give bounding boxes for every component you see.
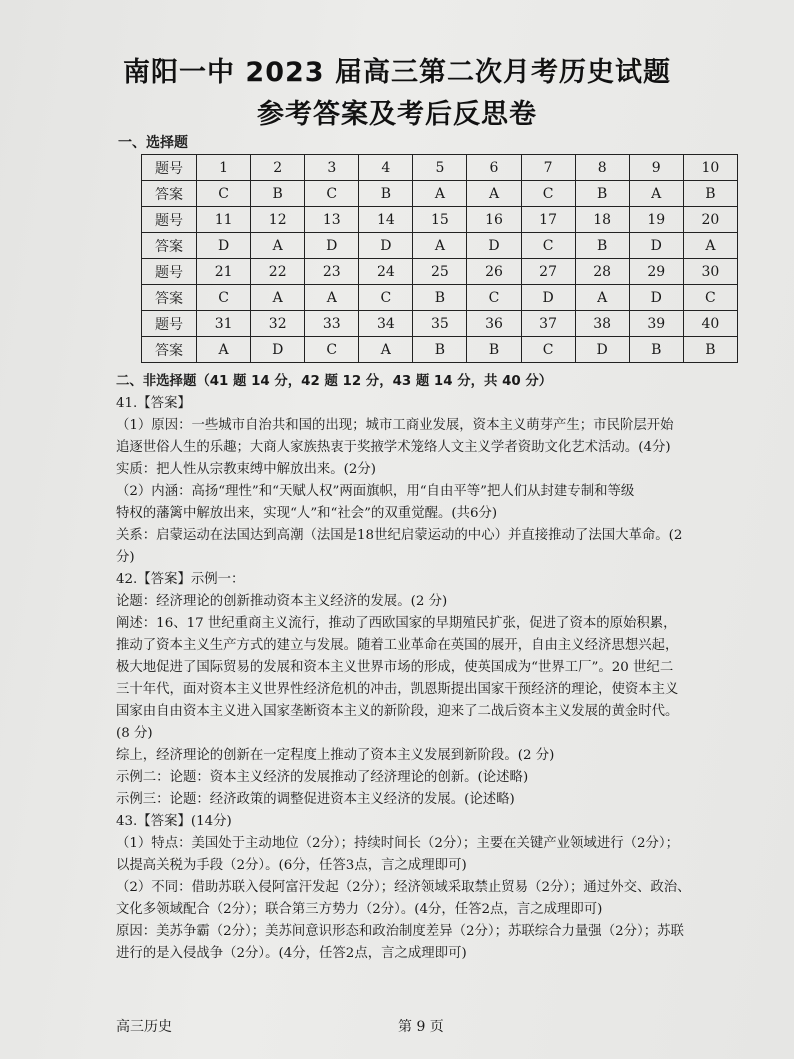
text-line: 41.【答案】 (116, 396, 191, 411)
text-line: （1）原因：一些城市自治共和国的出现；城市工商业发展，资本主义萌芽产生；市民阶层开始 (116, 418, 674, 433)
answer-cell: A (197, 337, 251, 363)
question-number-cell: 24 (359, 259, 413, 285)
answer-cell: B (683, 181, 737, 207)
question-number-row (142, 207, 738, 233)
answer-cell: A (629, 181, 683, 207)
answer-cell: D (251, 337, 305, 363)
text-line: 实质：把人性从宗教束缚中解放出来。(2分) (116, 462, 376, 477)
answer-cell: B (467, 337, 521, 363)
question-number-cell: 17 (521, 207, 575, 233)
answer-cell: C (359, 285, 413, 311)
answer-cell: B (413, 337, 467, 363)
question-number-cell: 15 (413, 207, 467, 233)
question-number-cell: 33 (305, 311, 359, 337)
text-line: 文化多领域配合（2分）；联合第三方势力（2分）。(4分，任答2点，言之成理即可) (116, 902, 603, 917)
question-number-cell: 11 (197, 207, 251, 233)
footer-page-number: 第 9 页 (398, 1019, 444, 1035)
answer-cell: A (413, 233, 467, 259)
question-number-cell: 19 (629, 207, 683, 233)
answer-cell: A (683, 233, 737, 259)
text-line: （2）不同：借助苏联入侵阿富汗发起（2分）；经济领域采取禁止贸易（2分）；通过外交、政治、 (116, 880, 691, 895)
question-number-cell: 21 (197, 259, 251, 285)
answer-label-cell: 答案 (142, 233, 197, 259)
answer-cell: A (251, 233, 305, 259)
question-number-cell: 5 (413, 155, 467, 181)
text-line: 极大地促进了国际贸易的发展和资本主义世界市场的形成，使英国成为“世界工厂”。20 世纪二 (116, 660, 674, 675)
question-number-cell: 3 (305, 155, 359, 181)
answer-body (116, 371, 766, 965)
text-line: 42.【答案】示例一： (116, 572, 245, 587)
text-line: （2）内涵：高扬“理性”和“天赋人权”两面旗帜，用“自由平等”把人们从封建专制和等级 (116, 484, 635, 499)
text-line: 原因：美苏争霸（2分）；美苏间意识形态和政治制度差异（2分）；苏联综合力量强（2分）；苏联 (116, 924, 684, 939)
question-number-cell: 9 (629, 155, 683, 181)
question-number-cell: 38 (575, 311, 629, 337)
question-number-cell: 32 (251, 311, 305, 337)
question-number-cell: 7 (521, 155, 575, 181)
answer-cell: B (683, 337, 737, 363)
title-line-2: 参考答案及考后反思卷 (257, 99, 537, 130)
question-number-cell: 16 (467, 207, 521, 233)
question-number-cell: 35 (413, 311, 467, 337)
question-number-cell: 37 (521, 311, 575, 337)
answer-label-cell: 答案 (142, 285, 197, 311)
answer-cell: B (575, 233, 629, 259)
text-line: 推动了资本主义生产方式的建立与发展。随着工业革命在英国的展开，自由主义经济思想兴起， (116, 638, 679, 653)
answer-cell: C (683, 285, 737, 311)
question-number-cell: 25 (413, 259, 467, 285)
text-line: 国家由自由资本主义进入国家垄断资本主义的新阶段，迎来了二战后资本主义发展的黄金时代。 (116, 704, 679, 719)
answer-cell: B (251, 181, 305, 207)
text-line: 以提高关税为手段（2分）。(6分，任答3点，言之成理即可) (116, 858, 467, 873)
answer-row (142, 337, 738, 363)
answer-cell: B (575, 181, 629, 207)
question-number-cell: 31 (197, 311, 251, 337)
question-number-cell: 28 (575, 259, 629, 285)
answer-cell: D (359, 233, 413, 259)
answer-table (141, 154, 738, 363)
answer-cell: D (629, 233, 683, 259)
text-line: 进行的是入侵战争（2分）。(4分，任答2点，言之成理即可) (116, 946, 467, 961)
answer-cell: B (359, 181, 413, 207)
text-line: 关系：启蒙运动在法国达到高潮（法国是18世纪启蒙运动的中心）并直接推动了法国大革命。(2 (116, 528, 683, 543)
answer-cell: C (521, 181, 575, 207)
question-label-cell: 题号 (142, 311, 197, 337)
question-number-cell: 34 (359, 311, 413, 337)
question-number-row (142, 155, 738, 181)
question-number-cell: 13 (305, 207, 359, 233)
question-number-row (142, 259, 738, 285)
title-line-1: 南阳一中 2023 届高三第二次月考历史试题 (123, 57, 671, 88)
section-1-heading: 一、选择题 (118, 135, 188, 151)
text-line: 示例三：论题：经济政策的调整促进资本主义经济的发展。(论述略) (116, 792, 515, 807)
answer-cell: B (629, 337, 683, 363)
question-number-cell: 26 (467, 259, 521, 285)
footer-subject: 高三历史 (116, 1019, 172, 1035)
question-number-cell: 4 (359, 155, 413, 181)
text-line: 二、非选择题（41 题 14 分，42 题 12 分，43 题 14 分，共 40 分） (116, 374, 553, 389)
question-label-cell: 题号 (142, 207, 197, 233)
answer-cell: C (197, 285, 251, 311)
answer-row (142, 181, 738, 207)
question-number-cell: 29 (629, 259, 683, 285)
answer-cell: C (305, 337, 359, 363)
answer-cell: C (521, 337, 575, 363)
answer-row (142, 285, 738, 311)
question-number-cell: 40 (683, 311, 737, 337)
answer-cell: B (413, 285, 467, 311)
answer-cell: A (467, 181, 521, 207)
text-line: 综上，经济理论的创新在一定程度上推动了资本主义发展到新阶段。(2 分) (116, 748, 555, 763)
answer-label-cell: 答案 (142, 181, 197, 207)
text-line: 三十年代，面对资本主义世界性经济危机的冲击，凯恩斯提出国家干预经济的理论，使资本主义 (116, 682, 679, 697)
text-line: 论题：经济理论的创新推动资本主义经济的发展。(2 分) (116, 594, 448, 609)
text-line: 43.【答案】(14分) (116, 814, 232, 829)
answer-label-cell: 答案 (142, 337, 197, 363)
answer-cell: A (305, 285, 359, 311)
question-number-cell: 23 (305, 259, 359, 285)
answer-cell: D (629, 285, 683, 311)
question-number-cell: 18 (575, 207, 629, 233)
answer-row (142, 233, 738, 259)
answer-cell: A (251, 285, 305, 311)
question-number-cell: 8 (575, 155, 629, 181)
answer-cell: C (521, 233, 575, 259)
text-line: (8 分) (116, 726, 153, 741)
text-line: 阐述：16、17 世纪重商主义流行，推动了西欧国家的早期殖民扩张，促进了资本的原始积累， (116, 616, 677, 631)
text-line: 示例二：论题：资本主义经济的发展推动了经济理论的创新。(论述略) (116, 770, 529, 785)
answer-cell: D (197, 233, 251, 259)
question-label-cell: 题号 (142, 155, 197, 181)
question-number-cell: 6 (467, 155, 521, 181)
question-number-cell: 39 (629, 311, 683, 337)
text-line: 特权的藩篱中解放出来，实现“人”和“社会”的双重觉醒。(共6分) (116, 506, 498, 521)
answer-cell: C (467, 285, 521, 311)
answer-cell: C (197, 181, 251, 207)
answer-cell: D (305, 233, 359, 259)
answer-cell: D (521, 285, 575, 311)
question-number-cell: 1 (197, 155, 251, 181)
question-number-cell: 36 (467, 311, 521, 337)
text-line: 追逐世俗人生的乐趣；大商人家族热衷于奖掖学术笼络人文主义学者资助文化艺术活动。(4分) (116, 440, 671, 455)
question-number-cell: 2 (251, 155, 305, 181)
question-number-row (142, 311, 738, 337)
answer-cell: A (359, 337, 413, 363)
answer-cell: D (575, 337, 629, 363)
answer-cell: D (467, 233, 521, 259)
answer-cell: A (413, 181, 467, 207)
text-line: 分) (116, 550, 135, 565)
question-number-cell: 14 (359, 207, 413, 233)
answer-cell: C (305, 181, 359, 207)
question-number-cell: 22 (251, 259, 305, 285)
question-number-cell: 30 (683, 259, 737, 285)
answer-cell: A (575, 285, 629, 311)
question-number-cell: 12 (251, 207, 305, 233)
question-number-cell: 27 (521, 259, 575, 285)
text-line: （1）特点：美国处于主动地位（2分）；持续时间长（2分）；主要在关键产业领域进行（2分）； (116, 836, 679, 851)
question-number-cell: 20 (683, 207, 737, 233)
question-label-cell: 题号 (142, 259, 197, 285)
question-number-cell: 10 (683, 155, 737, 181)
